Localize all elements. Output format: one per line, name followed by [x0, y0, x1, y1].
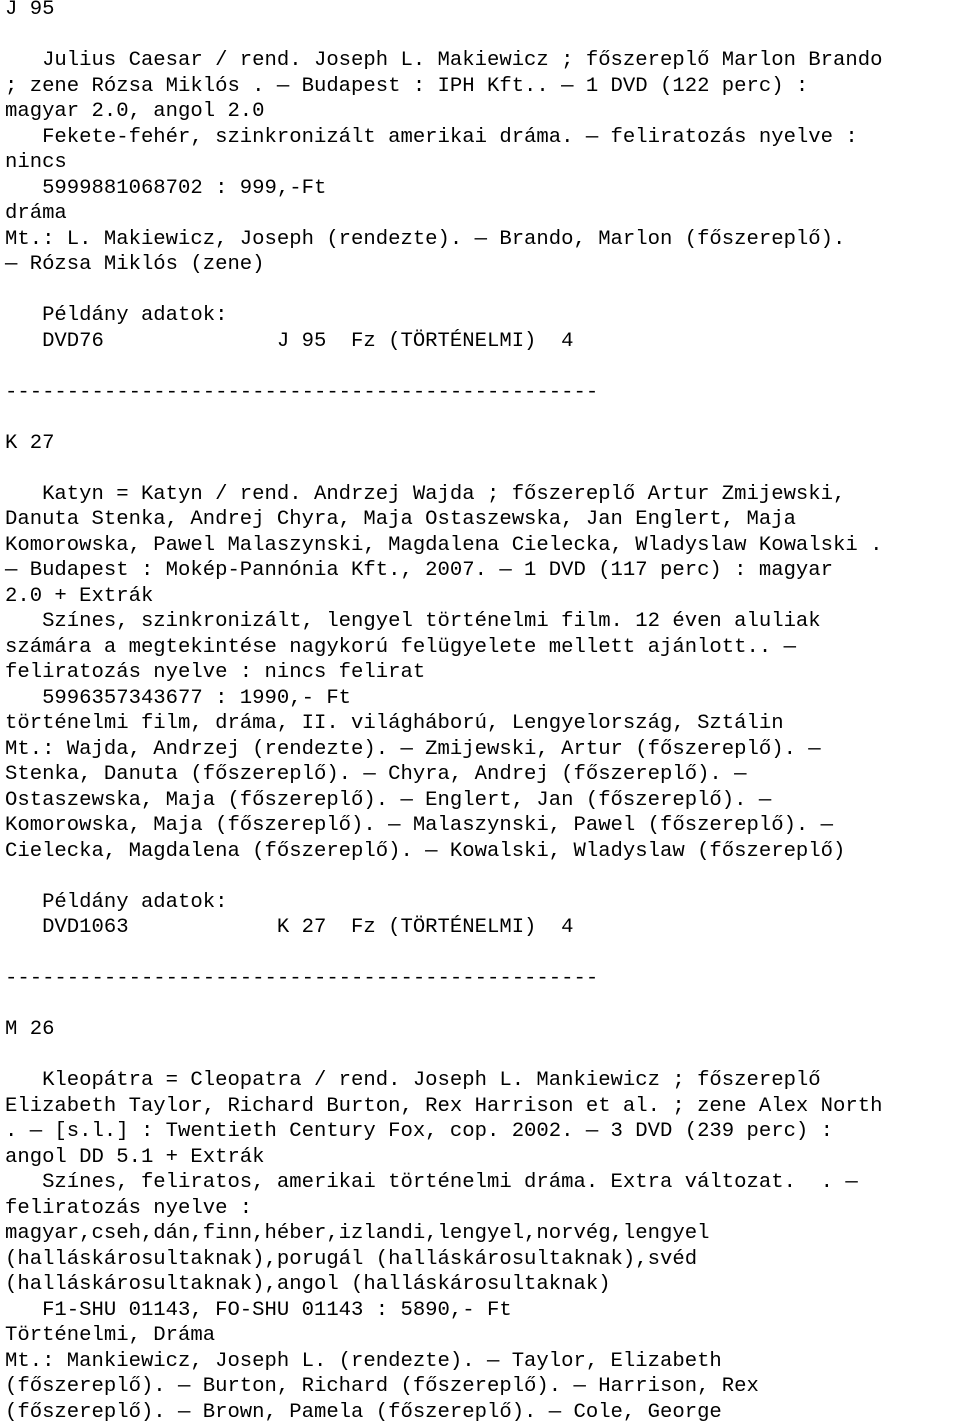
spacer: [5, 992, 960, 1018]
spacer: [5, 941, 960, 967]
record-text-line: Komorowska, Maja (főszereplő). — Malaszynski, Pawel (főszereplő). —: [5, 813, 960, 839]
call-number: K 27: [5, 431, 960, 457]
record-text-line: Cielecka, Magdalena (főszereplő). — Kowalski, Wladyslaw (főszereplő): [5, 839, 960, 865]
record-text-line: magyar,cseh,dán,finn,héber,izlandi,lengyel,norvég,lengyel: [5, 1221, 960, 1247]
record-text-line: dráma: [5, 201, 960, 227]
spacer: [5, 456, 960, 482]
record-text-line: Stenka, Danuta (főszereplő). — Chyra, Andrej (főszereplő). —: [5, 762, 960, 788]
spacer: [5, 278, 960, 304]
copy-data-line: DVD76 J 95 Fz (TÖRTÉNELMI) 4: [5, 329, 960, 355]
catalog-record: [5, 1017, 960, 1425]
record-text-line: 5996357343677 : 1990,- Ft: [5, 686, 960, 712]
spacer: [5, 354, 960, 380]
record-text-line: Ostaszewska, Maja (főszereplő). — Englert, Jan (főszereplő). —: [5, 788, 960, 814]
record-text-line: ; zene Rózsa Miklós . — Budapest : IPH Kft.. — 1 DVD (122 perc) :: [5, 74, 960, 100]
copy-data-line: DVD1063 K 27 Fz (TÖRTÉNELMI) 4: [5, 915, 960, 941]
record-text-line: Mt.: L. Makiewicz, Joseph (rendezte). — Brando, Marlon (főszereplő).: [5, 227, 960, 253]
call-number: J 95: [5, 0, 960, 23]
catalog-record: [5, 0, 960, 431]
catalog-record: [5, 431, 960, 1018]
record-text-line: számára a megtekintése nagykorú felügyelete mellett ajánlott.. —: [5, 635, 960, 661]
record-divider: ------------------------------------------------: [5, 380, 960, 406]
record-text-line: Danuta Stenka, Andrej Chyra, Maja Ostaszewska, Jan Englert, Maja: [5, 507, 960, 533]
record-text-line: 5999881068702 : 999,-Ft: [5, 176, 960, 202]
record-text-line: Mt.: Wajda, Andrzej (rendezte). — Zmijewski, Artur (főszereplő). —: [5, 737, 960, 763]
record-text-line: történelmi film, dráma, II. világháború, Lengyelország, Sztálin: [5, 711, 960, 737]
record-text-line: nincs: [5, 150, 960, 176]
record-text-line: F1-SHU 01143, FO-SHU 01143 : 5890,- Ft: [5, 1298, 960, 1324]
catalog-page: [5, 0, 960, 1425]
spacer: [5, 23, 960, 49]
record-text-line: (halláskárosultaknak),porugál (halláskárosultaknak),svéd: [5, 1247, 960, 1273]
record-text-line: magyar 2.0, angol 2.0: [5, 99, 960, 125]
record-text-line: (főszereplő). — Burton, Richard (főszereplő). — Harrison, Rex: [5, 1374, 960, 1400]
record-text-line: Kleopátra = Cleopatra / rend. Joseph L. Mankiewicz ; főszereplő: [5, 1068, 960, 1094]
record-text-line: Mt.: Mankiewicz, Joseph L. (rendezte). — Taylor, Elizabeth: [5, 1349, 960, 1375]
call-number: M 26: [5, 1017, 960, 1043]
spacer: [5, 405, 960, 431]
record-text-line: Elizabeth Taylor, Richard Burton, Rex Harrison et al. ; zene Alex North: [5, 1094, 960, 1120]
spacer: [5, 864, 960, 890]
record-text-line: Fekete-fehér, szinkronizált amerikai dráma. — feliratozás nyelve :: [5, 125, 960, 151]
record-text-line: Színes, feliratos, amerikai történelmi dráma. Extra változat. . —: [5, 1170, 960, 1196]
record-text-line: Komorowska, Pawel Malaszynski, Magdalena Cielecka, Wladyslaw Kowalski .: [5, 533, 960, 559]
record-text-line: 2.0 + Extrák: [5, 584, 960, 610]
record-text-line: Julius Caesar / rend. Joseph L. Makiewicz ; főszereplő Marlon Brando: [5, 48, 960, 74]
record-text-line: feliratozás nyelve :: [5, 1196, 960, 1222]
record-text-line: (főszereplő). — Brown, Pamela (főszereplő). — Cole, George: [5, 1400, 960, 1425]
record-text-line: angol DD 5.1 + Extrák: [5, 1145, 960, 1171]
record-text-line: Színes, szinkronizált, lengyel történelmi film. 12 éven aluliak: [5, 609, 960, 635]
copy-data-label: Példány adatok:: [5, 890, 960, 916]
record-divider: ------------------------------------------------: [5, 966, 960, 992]
record-text-line: (halláskárosultaknak),angol (halláskárosultaknak): [5, 1272, 960, 1298]
record-text-line: feliratozás nyelve : nincs felirat: [5, 660, 960, 686]
record-text-line: — Rózsa Miklós (zene): [5, 252, 960, 278]
record-text-line: Történelmi, Dráma: [5, 1323, 960, 1349]
copy-data-label: Példány adatok:: [5, 303, 960, 329]
record-text-line: . — [s.l.] : Twentieth Century Fox, cop. 2002. — 3 DVD (239 perc) :: [5, 1119, 960, 1145]
spacer: [5, 1043, 960, 1069]
record-text-line: — Budapest : Mokép-Pannónia Kft., 2007. — 1 DVD (117 perc) : magyar: [5, 558, 960, 584]
record-text-line: Katyn = Katyn / rend. Andrzej Wajda ; főszereplő Artur Zmijewski,: [5, 482, 960, 508]
